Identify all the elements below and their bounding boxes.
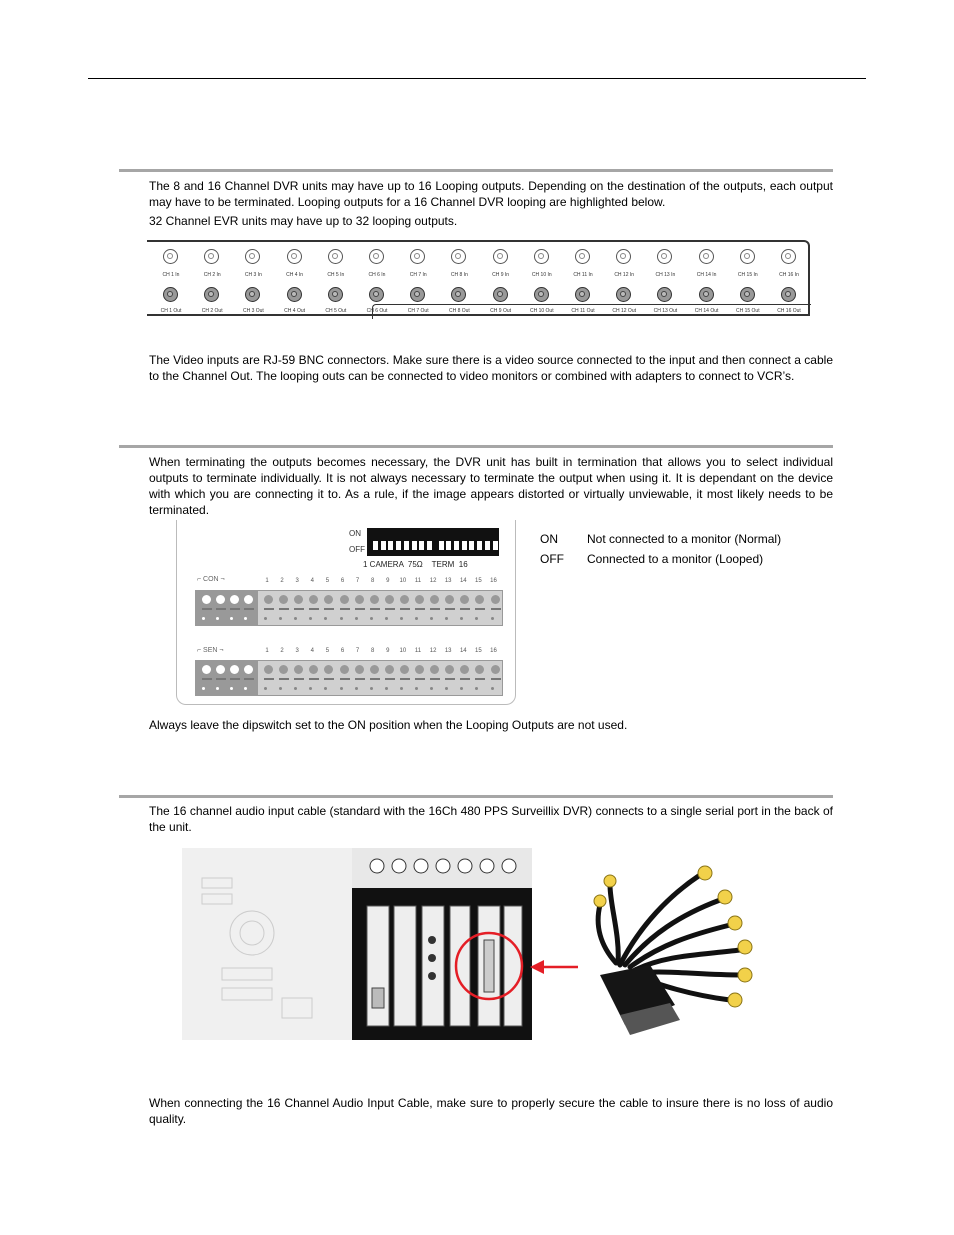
terminal-number: 6 (340, 578, 345, 584)
looping-outputs-highlight (372, 304, 811, 319)
dip-caption: 1 CAMERA 75Ω TERM 16 (363, 560, 468, 569)
bnc-output-label: CH 11 Out (571, 308, 595, 314)
legend-off-key: OFF (540, 552, 564, 566)
bnc-output-connector (410, 287, 425, 302)
terminal-cell (244, 665, 253, 674)
terminal-cell (264, 595, 273, 604)
audio-input-cable-image (580, 845, 780, 1040)
terminal-dash (491, 678, 501, 680)
terminal-dot (415, 617, 418, 620)
terminal-dot (244, 617, 247, 620)
dip-off-label: OFF (349, 545, 365, 554)
terminal-dot (324, 687, 327, 690)
bnc-input-label: CH 16 In (779, 272, 799, 278)
bnc-input-label: CH 10 In (531, 272, 552, 278)
bnc-input-label: CH 4 In (286, 272, 304, 278)
bnc-output-label: CH 3 Out (242, 308, 264, 314)
dvr-back-panel-image (182, 848, 532, 1040)
terminal-dash (430, 678, 440, 680)
terminal-dot (279, 617, 282, 620)
bnc-input-label: CH 14 In (696, 272, 717, 278)
terminal-dot (216, 687, 219, 690)
terminal-number: 7 (355, 648, 360, 654)
bnc-output-connector (534, 287, 549, 302)
terminal-dot (385, 617, 388, 620)
terminal-dot (400, 687, 403, 690)
section-divider-looping (119, 169, 833, 172)
terminal-dash (445, 678, 455, 680)
bnc-input-label: CH 9 In (492, 272, 510, 278)
bnc-input-connector (410, 249, 425, 264)
terminal-cell (460, 665, 469, 674)
terminal-dash (309, 678, 319, 680)
bnc-output-connector (575, 287, 590, 302)
terminal-cell (309, 665, 318, 674)
bnc-input-connector (657, 249, 672, 264)
terminal-dash (216, 678, 226, 680)
bnc-input-connector (699, 249, 714, 264)
legend-on-key: ON (540, 532, 558, 546)
bnc-input-connector (493, 249, 508, 264)
terminal-cell (491, 665, 500, 674)
terminal-cell (216, 665, 225, 674)
terminal-number: 2 (280, 578, 284, 584)
bnc-output-connector (369, 287, 384, 302)
terminal-cell (216, 595, 225, 604)
bnc-output-connector (657, 287, 672, 302)
terminal-cell (415, 595, 424, 604)
terminal-dash (264, 678, 274, 680)
bnc-input-label: CH 8 In (450, 272, 468, 278)
terminal-cell (385, 665, 394, 674)
bnc-output-connector (699, 287, 714, 302)
terminal-cell (460, 595, 469, 604)
terminal-dash (385, 678, 395, 680)
terminal-dash (202, 678, 212, 680)
terminal-cell (385, 595, 394, 604)
termination-paragraph: When terminating the outputs becomes necessary, the DVR unit has built in termination that allows you to select individual outputs to terminate individually. It is not always necessary to terminate the output when using it. It is dependant on the device with which you are connecting it to. As a rule, if the image appears distorted or virtually unviewable, it most likely needs to be terminated. (149, 455, 833, 517)
looping-intro-paragraph: The 8 and 16 Channel DVR units may have up to 16 Looping outputs. Depending on the destination of the outputs, each output may have to be terminated. Looping outputs for a 16 Channel DVR looping are highlighted below. (149, 179, 833, 209)
bnc-input-label: CH 13 In (655, 272, 676, 278)
terminal-cell (400, 665, 409, 674)
bnc-output-label: CH 10 Out (529, 308, 554, 314)
bnc-output-connector (204, 287, 219, 302)
pointer-arrow (530, 960, 580, 974)
bnc-input-connector (616, 249, 631, 264)
audio-cable-paragraph: The 16 channel audio input cable (standard with the 16Ch 480 PPS Surveillix DVR) connects to a single serial port in the back of the unit. (149, 804, 833, 834)
bnc-output-connector (287, 287, 302, 302)
terminal-dot (309, 687, 312, 690)
bnc-output-connector (781, 287, 796, 302)
terminal-dash (385, 608, 395, 610)
con-terminal-row (177, 520, 515, 704)
terminal-dot (445, 617, 448, 620)
terminal-number: 14 (459, 648, 467, 654)
terminal-number: 3 (295, 648, 299, 654)
terminal-number: 11 (414, 648, 422, 654)
terminal-dot (340, 617, 343, 620)
bnc-output-connector (245, 287, 260, 302)
terminal-dash (370, 678, 380, 680)
bnc-input-connector (534, 249, 549, 264)
bnc-output-connector (451, 287, 466, 302)
terminal-number: 10 (399, 648, 407, 654)
section-divider-audio (119, 795, 833, 798)
terminal-dot (230, 687, 233, 690)
terminal-number: 1 (265, 578, 269, 584)
bnc-input-connector (245, 249, 260, 264)
terminal-number: 5 (325, 578, 330, 584)
terminal-cell (279, 665, 288, 674)
terminal-number: 15 (475, 578, 482, 584)
terminal-cell (264, 665, 273, 674)
terminal-dash (400, 608, 410, 610)
bnc-output-label: CH 2 Out (201, 308, 223, 314)
terminal-dash (340, 678, 350, 680)
terminal-dash (324, 678, 334, 680)
legend-on-desc: Not connected to a monitor (Normal) (587, 532, 782, 546)
bnc-output-connector (328, 287, 343, 302)
bnc-input-connector (328, 249, 343, 264)
terminal-number: 13 (444, 578, 452, 584)
bnc-output-label: CH 4 Out (284, 308, 306, 314)
terminal-number: 12 (429, 648, 437, 654)
bnc-input-label: CH 15 In (737, 272, 758, 278)
terminal-dot (216, 617, 219, 620)
terminal-dash (244, 608, 254, 610)
terminal-cell (430, 595, 439, 604)
bnc-output-label: CH 5 Out (325, 308, 347, 314)
header-rule (88, 78, 866, 79)
bnc-input-connector (575, 249, 590, 264)
con-label: ⌐ CON ¬ (197, 576, 225, 583)
terminal-dot (264, 687, 267, 690)
terminal-dash (445, 608, 455, 610)
terminal-dash (475, 678, 485, 680)
bnc-input-connector (781, 249, 796, 264)
terminal-dash (279, 678, 289, 680)
bnc-output-connector (616, 287, 631, 302)
terminal-cell (294, 595, 303, 604)
bnc-output-label: CH 6 Out (366, 308, 388, 314)
terminal-dot (491, 687, 494, 690)
terminal-dot (202, 617, 205, 620)
bnc-input-connector (163, 249, 178, 264)
terminal-cell (445, 665, 454, 674)
bnc-output-connector (493, 287, 508, 302)
terminal-dot (400, 617, 403, 620)
terminal-cell (324, 595, 333, 604)
dipswitch-figure (176, 520, 516, 705)
bnc-input-label: CH 7 In (409, 272, 427, 278)
terminal-dot (202, 687, 205, 690)
bnc-input-connector (287, 249, 302, 264)
terminal-dot (279, 687, 282, 690)
terminal-dash (309, 608, 319, 610)
terminal-dash (460, 608, 470, 610)
terminal-dash (294, 678, 304, 680)
terminal-cell (370, 595, 379, 604)
terminal-dot (355, 617, 358, 620)
terminal-dash (415, 608, 425, 610)
terminal-dash (340, 608, 350, 610)
bnc-output-label: CH 13 Out (653, 308, 678, 314)
terminal-dot (475, 617, 478, 620)
bnc-input-label: CH 11 In (573, 272, 593, 278)
terminal-dash (279, 608, 289, 610)
terminal-cell (244, 595, 253, 604)
terminal-cell (324, 665, 333, 674)
terminal-cell (491, 595, 500, 604)
terminal-number: 16 (490, 648, 497, 654)
terminal-cell (340, 665, 349, 674)
terminal-number: 10 (399, 578, 407, 584)
terminal-dash (355, 678, 365, 680)
terminal-number: 9 (386, 648, 390, 654)
terminal-dot (415, 687, 418, 690)
terminal-dot (475, 687, 478, 690)
terminal-dash (400, 678, 410, 680)
bnc-input-label: CH 5 In (327, 272, 345, 278)
terminal-dot (370, 687, 373, 690)
terminal-dash (244, 678, 254, 680)
terminal-dot (491, 617, 494, 620)
legend-off-desc: Connected to a monitor (Looped) (587, 552, 764, 566)
dip-on-label: ON (349, 529, 361, 538)
terminal-number: 12 (429, 578, 437, 584)
bnc-input-label: CH 12 In (614, 272, 635, 278)
terminal-number: 15 (475, 648, 482, 654)
terminal-cell (340, 595, 349, 604)
terminal-cell (370, 665, 379, 674)
terminal-cell (355, 595, 364, 604)
terminal-cell (415, 665, 424, 674)
terminal-dot (309, 617, 312, 620)
bnc-input-label: CH 1 In (162, 272, 180, 278)
terminal-number: 4 (310, 578, 314, 584)
terminal-dot (385, 687, 388, 690)
terminal-number: 8 (371, 578, 375, 584)
bnc-output-label: CH 7 Out (407, 308, 429, 314)
terminal-dot (355, 687, 358, 690)
terminal-number: 6 (340, 648, 345, 654)
evr-note-paragraph: 32 Channel EVR units may have up to 32 looping outputs. (149, 214, 458, 228)
terminal-cell (430, 665, 439, 674)
terminal-cell (230, 595, 239, 604)
terminal-number: 8 (371, 648, 375, 654)
terminal-number: 1 (265, 648, 269, 654)
terminal-dot (264, 617, 267, 620)
terminal-cell (475, 595, 484, 604)
terminal-dot (294, 617, 297, 620)
terminal-dot (294, 687, 297, 690)
terminal-dash (430, 608, 440, 610)
terminal-dash (324, 608, 334, 610)
terminal-dot (340, 687, 343, 690)
terminal-dash (202, 608, 212, 610)
terminal-cell (445, 595, 454, 604)
bnc-input-label: CH 6 In (368, 272, 386, 278)
terminal-number: 13 (444, 648, 452, 654)
bnc-output-connector (740, 287, 755, 302)
bnc-output-label: CH 8 Out (448, 308, 470, 314)
terminal-dot (370, 617, 373, 620)
terminal-dot (244, 687, 247, 690)
terminal-dash (230, 678, 240, 680)
terminal-number: 7 (355, 578, 360, 584)
terminal-dash (460, 678, 470, 680)
terminal-dot (460, 687, 463, 690)
terminal-cell (230, 665, 239, 674)
terminal-cell (294, 665, 303, 674)
terminal-strip (195, 590, 503, 626)
terminal-dot (230, 617, 233, 620)
terminal-cell (475, 665, 484, 674)
terminal-number: 11 (414, 578, 422, 584)
terminal-dot (445, 687, 448, 690)
terminal-dash (264, 608, 274, 610)
audio-secure-paragraph: When connecting the 16 Channel Audio Input Cable, make sure to properly secure the cable to insure there is no loss of audio quality. (149, 1096, 833, 1126)
terminal-number: 4 (310, 648, 314, 654)
terminal-dash (475, 608, 485, 610)
bnc-output-label: CH 15 Out (735, 308, 760, 314)
terminal-number: 3 (295, 578, 299, 584)
bnc-output-label: CH 1 Out (160, 308, 182, 314)
terminal-number: 5 (325, 648, 330, 654)
terminal-cell (400, 595, 409, 604)
bnc-output-connector (163, 287, 178, 302)
terminal-cell (202, 595, 211, 604)
bnc-output-label: CH 9 Out (490, 308, 512, 314)
bnc-output-label: CH 14 Out (694, 308, 719, 314)
video-inputs-paragraph: The Video inputs are RJ-59 BNC connectors. Make sure there is a video source connected to the input and then connect a cable to the Channel Out. The looping outs can be connected to video monitors or combined with adapters to connect to VCR’s. (149, 353, 833, 383)
bnc-output-label: CH 12 Out (612, 308, 636, 314)
terminal-cell (202, 665, 211, 674)
terminal-number: 14 (459, 578, 467, 584)
terminal-dash (230, 608, 240, 610)
terminal-dot (324, 617, 327, 620)
terminal-number: 2 (280, 648, 284, 654)
section-divider-termination (119, 445, 833, 448)
terminal-cell (355, 665, 364, 674)
terminal-dash (491, 608, 501, 610)
sen-label: ⌐ SEN ¬ (197, 647, 224, 654)
terminal-strip (195, 660, 503, 696)
terminal-cell (279, 595, 288, 604)
terminal-cell (309, 595, 318, 604)
terminal-dash (216, 608, 226, 610)
terminal-dash (355, 608, 365, 610)
bnc-input-label: CH 2 In (203, 272, 221, 278)
terminal-dash (415, 678, 425, 680)
bnc-input-connector (204, 249, 219, 264)
bnc-output-label: CH 16 Out (777, 308, 801, 314)
terminal-dash (294, 608, 304, 610)
bnc-input-label: CH 3 In (244, 272, 262, 278)
bnc-input-connector (369, 249, 384, 264)
terminal-dot (460, 617, 463, 620)
terminal-number: 16 (490, 578, 497, 584)
terminal-dash (370, 608, 380, 610)
bnc-input-connector (740, 249, 755, 264)
terminal-dot (430, 617, 433, 620)
terminal-number: 9 (386, 578, 390, 584)
terminal-dot (430, 687, 433, 690)
bnc-input-connector (451, 249, 466, 264)
dipswitch-note-paragraph: Always leave the dipswitch set to the ON position when the Looping Outputs are not used. (149, 718, 628, 732)
